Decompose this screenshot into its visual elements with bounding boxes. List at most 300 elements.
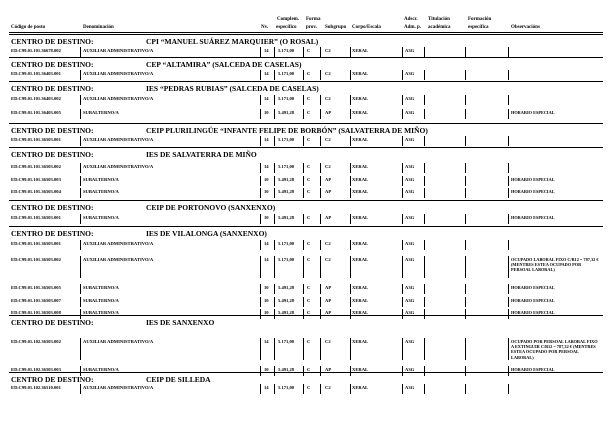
- cell-nv: 14: [264, 137, 269, 142]
- cell-divider: [508, 214, 509, 224]
- cell-codigo: ED.C99.01.102.36503.002: [11, 339, 61, 344]
- cell-divider: [350, 366, 351, 376]
- section-label: CENTRO DE DESTINO:: [11, 203, 94, 212]
- cell-denominacion: AUXILIAR ADMINISTRATIVO/A: [83, 137, 154, 142]
- cell-adscr: A3G: [405, 110, 415, 115]
- section-label: CENTRO DE DESTINO:: [11, 37, 94, 46]
- cell-divider: [80, 70, 81, 80]
- cell-divider: [424, 240, 425, 250]
- cell-forma: C: [307, 189, 311, 194]
- cell-especifico: 5.491,28: [278, 367, 295, 372]
- cell-divider: [424, 188, 425, 198]
- cell-divider: [508, 47, 509, 57]
- cell-subgrupo: AP: [325, 298, 332, 303]
- cell-observacions: OCUPADO LABORAL FIXO C/B12 = 787,32 € (MENTRES ESTEA OCUPADO POR PERSOAL LABORAL): [511, 257, 599, 273]
- cell-nv: 14: [264, 96, 269, 101]
- section-label: CENTRO DE DESTINO:: [11, 60, 94, 69]
- cell-divider: [350, 256, 351, 278]
- cell-adscr: A3G: [405, 339, 415, 344]
- cell-divider: [303, 240, 304, 250]
- cell-divider: [80, 284, 81, 294]
- cell-divider: [303, 136, 304, 146]
- cell-divider: [402, 384, 403, 394]
- cell-subgrupo: AP: [325, 310, 332, 315]
- cell-divider: [424, 176, 425, 186]
- cell-divider: [350, 240, 351, 250]
- cell-divider: [402, 214, 403, 224]
- cell-codigo: ED.C99.01.101.36503.008: [11, 310, 61, 315]
- header-especifico: específico: [276, 25, 297, 30]
- cell-codigo: ED.C99.01.101.36503.001: [11, 215, 61, 220]
- cell-observacions: HORARIO ESPECIAL: [511, 215, 555, 220]
- cell-divider: [260, 284, 261, 294]
- cell-denominacion: AUXILIAR ADMINISTRATIVO/A: [83, 164, 154, 169]
- cell-divider: [508, 366, 509, 376]
- cell-divider: [80, 95, 81, 105]
- cell-subgrupo: C2: [325, 96, 331, 101]
- cell-denominacion: SUBALTERNO/A: [83, 177, 119, 182]
- cell-divider: [303, 109, 304, 119]
- cell-corpo: XERAL: [352, 71, 369, 76]
- cell-divider: [274, 70, 275, 80]
- cell-divider: [508, 297, 509, 307]
- cell-corpo: XERAL: [352, 367, 369, 372]
- cell-divider: [320, 163, 321, 173]
- cell-divider: [274, 309, 275, 319]
- header-adm: Adm. p.: [404, 25, 422, 30]
- cell-divider: [402, 284, 403, 294]
- cell-nv: 14: [264, 241, 269, 246]
- section-name: IES DE SANXENXO: [146, 318, 215, 327]
- cell-divider: [80, 109, 81, 119]
- section-name: IES “PEDRAS RUBIAS” (SALCEDA DE CASELAS): [146, 84, 319, 93]
- cell-codigo: ED.C99.01.101.36503.002: [11, 164, 61, 169]
- cell-divider: [80, 240, 81, 250]
- section-label: CENTRO DE DESTINO:: [11, 229, 94, 238]
- cell-divider: [402, 163, 403, 173]
- cell-divider: [80, 163, 81, 173]
- cell-divider: [508, 384, 509, 394]
- cell-divider: [274, 136, 275, 146]
- cell-especifico: 5.171,00: [278, 96, 295, 101]
- cell-codigo: ED.C99.01.101.36503.003: [11, 177, 61, 182]
- section-rule: [9, 57, 603, 58]
- cell-divider: [465, 240, 466, 250]
- cell-divider: [402, 297, 403, 307]
- cell-divider: [303, 384, 304, 394]
- cell-divider: [508, 309, 509, 319]
- table-row: [0, 189, 615, 199]
- cell-denominacion: SUBALTERNO/A: [83, 298, 119, 303]
- cell-adscr: A3G: [405, 257, 415, 262]
- cell-corpo: XERAL: [352, 285, 369, 290]
- cell-divider: [80, 214, 81, 224]
- section-label: CENTRO DE DESTINO:: [11, 318, 94, 327]
- cell-especifico: 5.491,28: [278, 177, 295, 182]
- cell-observacions: HORARIO ESPECIAL: [511, 298, 555, 303]
- cell-divider: [303, 256, 304, 278]
- cell-divider: [424, 136, 425, 146]
- cell-nv: 14: [264, 164, 269, 169]
- cell-divider: [465, 163, 466, 173]
- cell-divider: [350, 70, 351, 80]
- cell-divider: [260, 309, 261, 319]
- cell-divider: [508, 240, 509, 250]
- cell-denominacion: AUXILIAR ADMINISTRATIVO/A: [83, 257, 154, 262]
- cell-forma: C: [307, 310, 311, 315]
- section-rule: [9, 315, 603, 316]
- cell-divider: [303, 95, 304, 105]
- cell-codigo: ED.C99.01.101.36403.001: [11, 71, 61, 76]
- cell-corpo: XERAL: [352, 215, 369, 220]
- cell-divider: [260, 297, 261, 307]
- cell-divider: [320, 384, 321, 394]
- cell-divider: [402, 188, 403, 198]
- cell-codigo: ED.C99.01.101.36503.001: [11, 137, 61, 142]
- cell-divider: [303, 176, 304, 186]
- section-name: CEP “ALTAMIRA” (SALCEDA DE CASELAS): [146, 60, 302, 69]
- cell-nv: 14: [264, 339, 269, 344]
- cell-forma: C: [307, 257, 311, 262]
- cell-denominacion: SUBALTERNO/A: [83, 215, 119, 220]
- cell-codigo: ED.C99.01.101.36403.005: [11, 110, 61, 115]
- cell-divider: [320, 109, 321, 119]
- cell-divider: [320, 256, 321, 278]
- cell-divider: [260, 338, 261, 360]
- section-name: IES DE VILALONGA (SANXENXO): [146, 229, 267, 238]
- cell-especifico: 5.171,00: [278, 339, 295, 344]
- cell-divider: [274, 95, 275, 105]
- cell-denominacion: AUXILIAR ADMINISTRATIVO/A: [83, 96, 154, 101]
- cell-especifico: 5.491,28: [278, 189, 295, 194]
- section-rule: [9, 123, 603, 124]
- cell-divider: [350, 95, 351, 105]
- cell-divider: [350, 284, 351, 294]
- cell-forma: C: [307, 137, 311, 142]
- cell-denominacion: SUBALTERNO/A: [83, 110, 119, 115]
- section-label: CENTRO DE DESTINO:: [11, 150, 94, 159]
- cell-divider: [320, 309, 321, 319]
- cell-denominacion: AUXILIAR ADMINISTRATIVO/A: [83, 48, 154, 53]
- cell-divider: [274, 284, 275, 294]
- cell-divider: [402, 309, 403, 319]
- header-titulacion: Titulación: [428, 17, 450, 22]
- cell-divider: [350, 214, 351, 224]
- cell-corpo: XERAL: [352, 339, 369, 344]
- header-formacion: Formación: [468, 17, 492, 22]
- cell-especifico: 5.491,28: [278, 110, 295, 115]
- cell-divider: [303, 284, 304, 294]
- cell-denominacion: AUXILIAR ADMINISTRATIVO/A: [83, 71, 154, 76]
- cell-codigo: ED.C99.01.101.36678.002: [11, 48, 61, 53]
- section-name: CEIP PLURILINGÜE “INFANTE FELIPE DE BORBÓN” (SALVATERRA DE MIÑO): [146, 126, 428, 135]
- cell-divider: [80, 136, 81, 146]
- cell-divider: [350, 47, 351, 57]
- cell-divider: [260, 109, 261, 119]
- cell-codigo: ED.C99.01.101.36403.002: [11, 96, 61, 101]
- cell-divider: [80, 297, 81, 307]
- cell-codigo: ED.C99.01.101.36503.005: [11, 285, 61, 290]
- cell-divider: [424, 384, 425, 394]
- cell-divider: [274, 109, 275, 119]
- cell-divider: [508, 176, 509, 186]
- cell-divider: [465, 284, 466, 294]
- cell-divider: [508, 70, 509, 80]
- section-rule: [9, 372, 603, 373]
- cell-corpo: XERAL: [352, 241, 369, 246]
- cell-divider: [274, 366, 275, 376]
- cell-divider: [424, 109, 425, 119]
- cell-especifico: 5.171,00: [278, 164, 295, 169]
- cell-codigo: ED.C99.01.102.36510.001: [11, 385, 61, 390]
- cell-codigo: ED.C99.01.101.36503.004: [11, 189, 61, 194]
- cell-forma: C: [307, 367, 311, 372]
- cell-divider: [350, 188, 351, 198]
- cell-divider: [350, 109, 351, 119]
- cell-adscr: A3G: [405, 177, 415, 182]
- cell-subgrupo: AP: [325, 177, 332, 182]
- cell-divider: [424, 214, 425, 224]
- cell-divider: [274, 240, 275, 250]
- cell-especifico: 5.171,00: [278, 137, 295, 142]
- cell-subgrupo: C2: [325, 339, 331, 344]
- cell-subgrupo: AP: [325, 189, 332, 194]
- cell-divider: [260, 384, 261, 394]
- cell-denominacion: AUXILIAR ADMINISTRATIVO/A: [83, 339, 154, 344]
- cell-divider: [303, 309, 304, 319]
- cell-divider: [508, 188, 509, 198]
- cell-nv: 14: [264, 385, 269, 390]
- cell-divider: [508, 163, 509, 173]
- section-label: CENTRO DE DESTINO:: [11, 84, 94, 93]
- cell-divider: [508, 284, 509, 294]
- cell-divider: [350, 136, 351, 146]
- cell-denominacion: AUXILIAR ADMINISTRATIVO/A: [83, 241, 154, 246]
- cell-subgrupo: C2: [325, 71, 331, 76]
- section-rule: [9, 200, 603, 201]
- cell-divider: [320, 214, 321, 224]
- table-row: [0, 110, 615, 120]
- table-row: [0, 137, 615, 147]
- cell-divider: [274, 188, 275, 198]
- cell-divider: [508, 338, 509, 360]
- cell-divider: [350, 384, 351, 394]
- cell-corpo: XERAL: [352, 96, 369, 101]
- cell-adscr: A3G: [405, 137, 415, 142]
- cell-divider: [274, 384, 275, 394]
- cell-divider: [508, 136, 509, 146]
- table-row: [0, 298, 615, 308]
- cell-divider: [424, 366, 425, 376]
- cell-corpo: XERAL: [352, 310, 369, 315]
- cell-divider: [465, 256, 466, 278]
- cell-subgrupo: AP: [325, 215, 332, 220]
- cell-subgrupo: C2: [325, 137, 331, 142]
- cell-divider: [303, 214, 304, 224]
- cell-forma: C: [307, 48, 311, 53]
- cell-especifico: 5.491,28: [278, 298, 295, 303]
- cell-divider: [465, 109, 466, 119]
- cell-especifico: 5.171,00: [278, 71, 295, 76]
- table-row: [0, 96, 615, 106]
- cell-divider: [424, 338, 425, 360]
- header-codigo: Código de posto: [11, 25, 46, 30]
- section-rule: [9, 34, 603, 35]
- cell-divider: [260, 366, 261, 376]
- cell-nv: 10: [264, 189, 269, 194]
- cell-corpo: XERAL: [352, 137, 369, 142]
- cell-divider: [424, 309, 425, 319]
- cell-codigo: ED.C99.01.101.36503.002: [11, 257, 61, 262]
- cell-denominacion: SUBALTERNO/A: [83, 367, 119, 372]
- cell-forma: C: [307, 385, 311, 390]
- cell-divider: [465, 188, 466, 198]
- cell-divider: [303, 188, 304, 198]
- cell-observacions: HORARIO ESPECIAL: [511, 189, 555, 194]
- table-row: [0, 177, 615, 187]
- cell-forma: C: [307, 215, 311, 220]
- cell-divider: [260, 240, 261, 250]
- cell-divider: [260, 256, 261, 278]
- cell-subgrupo: C2: [325, 48, 331, 53]
- cell-divider: [320, 136, 321, 146]
- cell-divider: [303, 366, 304, 376]
- cell-adscr: A3G: [405, 71, 415, 76]
- cell-observacions: HORARIO ESPECIAL: [511, 110, 555, 115]
- header-complem: Complem.: [277, 17, 300, 22]
- cell-divider: [260, 95, 261, 105]
- cell-divider: [260, 188, 261, 198]
- cell-divider: [402, 70, 403, 80]
- header-nv: Nv.: [261, 25, 269, 30]
- cell-divider: [350, 163, 351, 173]
- cell-divider: [508, 95, 509, 105]
- cell-divider: [303, 163, 304, 173]
- cell-divider: [320, 95, 321, 105]
- cell-nv: 10: [264, 285, 269, 290]
- cell-nv: 10: [264, 298, 269, 303]
- header-observacions: Observacións: [511, 25, 540, 30]
- cell-divider: [274, 297, 275, 307]
- cell-adscr: A3G: [405, 215, 415, 220]
- section-label: CENTRO DE DESTINO:: [11, 375, 94, 384]
- cell-adscr: A3G: [405, 189, 415, 194]
- cell-corpo: XERAL: [352, 110, 369, 115]
- cell-nv: 10: [264, 215, 269, 220]
- cell-adscr: A3G: [405, 285, 415, 290]
- cell-nv: 10: [264, 177, 269, 182]
- cell-forma: C: [307, 110, 311, 115]
- cell-forma: C: [307, 285, 311, 290]
- cell-divider: [320, 176, 321, 186]
- cell-divider: [508, 109, 509, 119]
- cell-divider: [402, 366, 403, 376]
- cell-divider: [274, 163, 275, 173]
- cell-divider: [350, 309, 351, 319]
- cell-forma: C: [307, 298, 311, 303]
- cell-corpo: XERAL: [352, 48, 369, 53]
- cell-forma: C: [307, 71, 311, 76]
- section-name: CEIP DE PORTONOVO (SANXENXO): [146, 203, 276, 212]
- section-name: CEIP DE SILLEDA: [146, 375, 211, 384]
- cell-divider: [80, 176, 81, 186]
- cell-adscr: A3G: [405, 164, 415, 169]
- cell-divider: [465, 95, 466, 105]
- cell-denominacion: AUXILIAR ADMINISTRATIVO/A: [83, 385, 154, 390]
- cell-divider: [260, 176, 261, 186]
- cell-divider: [402, 136, 403, 146]
- cell-corpo: XERAL: [352, 385, 369, 390]
- cell-divider: [465, 47, 466, 57]
- cell-divider: [320, 297, 321, 307]
- cell-divider: [80, 47, 81, 57]
- cell-divider: [274, 47, 275, 57]
- cell-forma: C: [307, 339, 311, 344]
- cell-denominacion: SUBALTERNO/A: [83, 310, 119, 315]
- header-corpo: Corpo/Escala: [352, 25, 381, 30]
- cell-divider: [320, 338, 321, 360]
- cell-subgrupo: C2: [325, 257, 331, 262]
- cell-divider: [465, 338, 466, 360]
- cell-divider: [350, 338, 351, 360]
- cell-divider: [402, 240, 403, 250]
- cell-corpo: XERAL: [352, 164, 369, 169]
- cell-adscr: A3G: [405, 48, 415, 53]
- cell-denominacion: SUBALTERNO/A: [83, 285, 119, 290]
- cell-divider: [260, 214, 261, 224]
- cell-divider: [465, 384, 466, 394]
- cell-especifico: 5.171,00: [278, 257, 295, 262]
- cell-adscr: A3G: [405, 96, 415, 101]
- cell-forma: C: [307, 96, 311, 101]
- cell-codigo: ED.C99.01.101.36503.007: [11, 298, 61, 303]
- cell-forma: C: [307, 241, 311, 246]
- table-row: [0, 385, 615, 395]
- cell-divider: [465, 297, 466, 307]
- cell-divider: [303, 47, 304, 57]
- cell-corpo: XERAL: [352, 189, 369, 194]
- section-rule: [9, 147, 603, 148]
- cell-divider: [465, 136, 466, 146]
- cell-divider: [320, 188, 321, 198]
- cell-divider: [260, 47, 261, 57]
- cell-especifico: 5.491,28: [278, 215, 295, 220]
- cell-nv: 14: [264, 48, 269, 53]
- cell-subgrupo: C2: [325, 241, 331, 246]
- table-row: [0, 71, 615, 81]
- cell-especifico: 5.491,28: [278, 310, 295, 315]
- cell-divider: [465, 214, 466, 224]
- header-subgrupo: Subgrupo: [325, 25, 347, 30]
- cell-divider: [274, 256, 275, 278]
- section-name: IES DE SALVATERRA DE MIÑO: [146, 150, 257, 159]
- cell-forma: C: [307, 177, 311, 182]
- cell-nv: 10: [264, 367, 269, 372]
- header-rule: [9, 32, 603, 33]
- cell-divider: [320, 240, 321, 250]
- cell-divider: [274, 338, 275, 360]
- table-row: [0, 257, 615, 279]
- cell-divider: [465, 176, 466, 186]
- section-rule: [9, 81, 603, 82]
- cell-divider: [320, 70, 321, 80]
- cell-adscr: A3G: [405, 367, 415, 372]
- cell-divider: [260, 163, 261, 173]
- cell-divider: [80, 188, 81, 198]
- header-especifica: específica: [468, 25, 489, 30]
- cell-divider: [303, 338, 304, 360]
- cell-corpo: XERAL: [352, 298, 369, 303]
